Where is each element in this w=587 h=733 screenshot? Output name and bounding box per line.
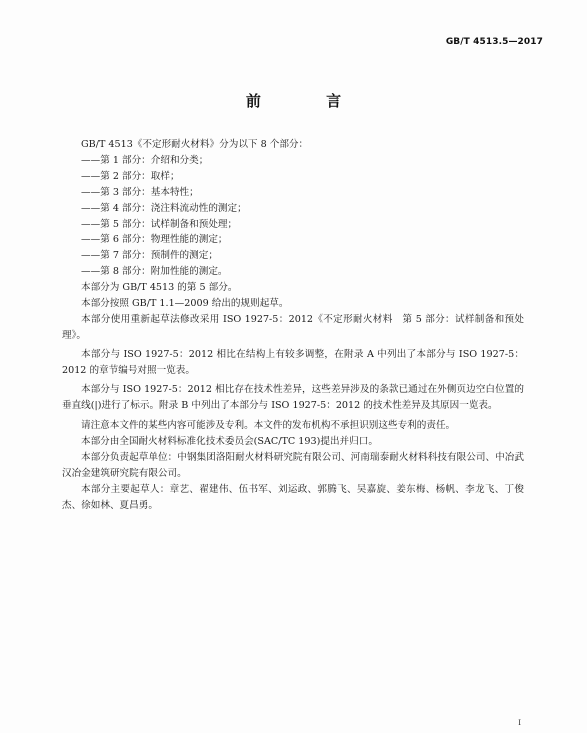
standard-code: GB/T 4513.5—2017 bbox=[445, 37, 543, 47]
drafting-rules-paragraph: 本部分按照 GB/T 1.1—2009 给出的规则起草。 bbox=[81, 298, 289, 310]
drafting-organizations-paragraph: 本部分负责起草单位：中钢集团洛阳耐火材料研究院有限公司、河南瑞泰耐火材料科技有限公司、中冶武汉冶金建筑研究院有限公司。 bbox=[62, 452, 524, 480]
proposer-paragraph: 本部分由全国耐火材料标准化技术委员会(SAC/TC 193)提出并归口。 bbox=[81, 436, 378, 448]
technical-difference-paragraph: 本部分与 ISO 1927-5：2012 相比存在技术性差异，这些差异涉及的条款已通过在外侧页边空白位置的垂直线(|)进行了标示。附录 B 中列出了本部分与 ISO 1927-5：2012 的技术性差异及其原因一览表。 bbox=[62, 383, 524, 411]
structure-difference-paragraph: 本部分与 ISO 1927-5：2012 相比在结构上有较多调整，在附录 A 中列出了本部分与 ISO 1927-5：2012 的章节编号对照一览表。 bbox=[62, 348, 524, 376]
adoption-paragraph: 本部分使用重新起草法修改采用 ISO 1927-5：2012《不定形耐火材料 第 5 部分：试样制备和预处理》。 bbox=[62, 313, 524, 341]
part-list-item: ——第 5 部分：试样制备和预处理； bbox=[81, 218, 238, 230]
drafters-paragraph: 本部分主要起草人：章艺、翟建伟、伍书军、刘运政、郭腾飞、吴嘉旋、姜东梅、杨帆、李龙飞、丁俊杰、徐如林、夏昌勇。 bbox=[62, 484, 524, 511]
part-list-item: ——第 2 部分：取样； bbox=[81, 170, 180, 182]
part-statement-paragraph: 本部分为 GB/T 4513 的第 5 部分。 bbox=[81, 282, 238, 294]
foreword-body bbox=[62, 137, 524, 514]
part-list-item: ——第 3 部分：基本特性； bbox=[81, 186, 199, 198]
part-list-item: ——第 6 部分：物理性能的测定； bbox=[81, 234, 228, 246]
intro-paragraph: GB/T 4513《不定形耐火材料》分为以下 8 个部分： bbox=[81, 139, 309, 150]
part-list-item: ——第 1 部分：介绍和分类； bbox=[81, 154, 209, 166]
page-title: 前 言 bbox=[245, 92, 372, 110]
part-list-item: ——第 7 部分：预制件的测定； bbox=[81, 250, 218, 262]
part-list-item: ——第 4 部分：浇注料流动性的测定； bbox=[81, 202, 247, 214]
patent-notice-paragraph: 请注意本文件的某些内容可能涉及专利。本文件的发布机构不承担识别这些专利的责任。 bbox=[81, 420, 456, 432]
part-list-item: ——第 8 部分：附加性能的测定。 bbox=[81, 266, 228, 278]
page-number: I bbox=[518, 719, 521, 727]
